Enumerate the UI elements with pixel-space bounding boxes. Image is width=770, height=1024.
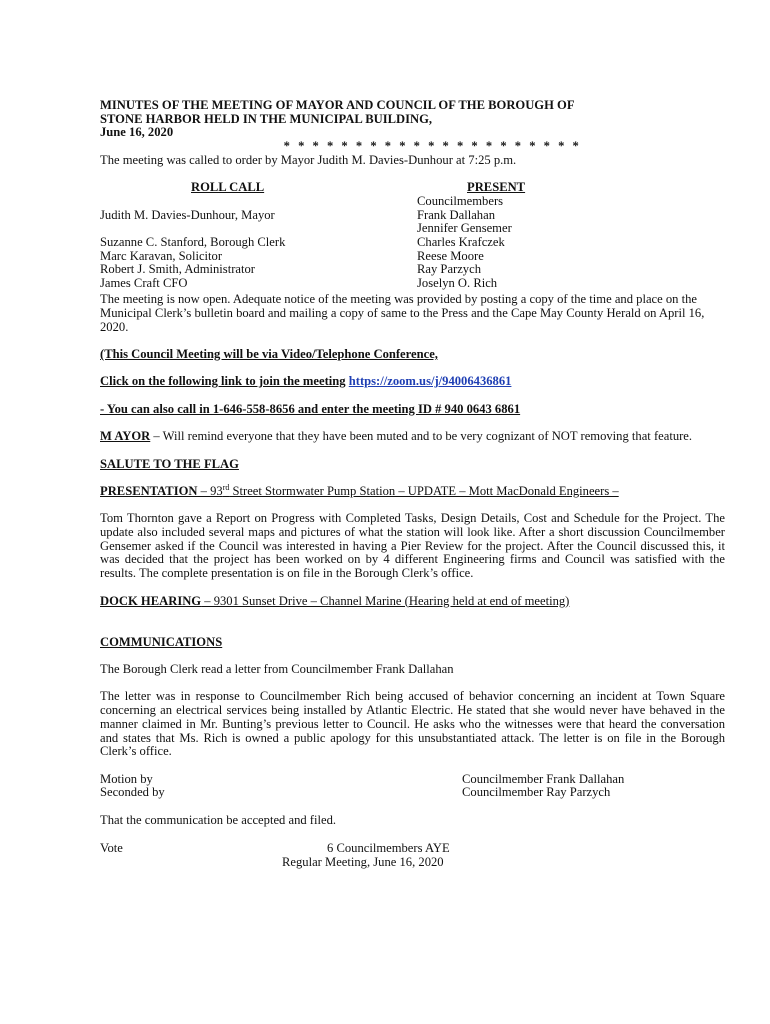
presentation-text: – 93 [197, 483, 223, 498]
title-line-2: STONE HARBOR HELD IN THE MUNICIPAL BUILDING, [100, 111, 433, 126]
salute-heading: SALUTE TO THE FLAG [100, 456, 239, 471]
minutes-page [100, 99, 725, 870]
presentation-heading [100, 482, 725, 499]
motion-by: Councilmember Frank Dallahan [462, 771, 625, 786]
presentation-label: PRESENTATION [100, 483, 198, 498]
zoom-link[interactable]: https://zoom.us/j/94006436861 [348, 374, 512, 389]
mayor-remark [100, 430, 725, 444]
communications-intro: The Borough Clerk read a letter from Councilmember Frank Dallahan [100, 662, 454, 677]
seconded-by: Councilmember Ray Parzych [462, 785, 611, 800]
ordinal-suffix: rd [222, 482, 230, 492]
video-conference-note: (This Council Meeting will be via Video/Telephone Conference, [100, 347, 438, 361]
officials-list [100, 209, 400, 291]
resolution-text: That the communication be accepted and filed. [100, 813, 337, 828]
official-item: Suzanne C. Stanford, Borough Clerk [100, 234, 286, 249]
councilmembers-list [417, 195, 727, 291]
official-item: Judith M. Davies-Dunhour, Mayor [100, 207, 275, 222]
official-item: James Craft CFO [100, 276, 188, 291]
councilmember-item: Jennifer Gensemer [417, 221, 512, 236]
dock-hearing-text: – 9301 Sunset Drive – Channel Marine (Hearing held at end of meeting) [201, 593, 570, 608]
official-item: Robert J. Smith, Administrator [100, 262, 255, 277]
document-title [100, 99, 725, 140]
roll-call-section [100, 181, 725, 293]
mayor-text: – Will remind everyone that they have been muted and to be very cognizant of NOT removing that feature. [150, 429, 693, 444]
roll-call-heading: ROLL CALL [191, 180, 265, 195]
councilmember-item: Joselyn O. Rich [417, 276, 498, 291]
mayor-label: M AYOR [100, 429, 151, 444]
communications-body: The letter was in response to Councilmember Rich being accused of behavior concerning an incident at Town Square concerning an electrical services being installed by Atlantic Electric. He stated that she would never have behaved in the manner claimed in Mr. Bunting’s previous letter to Council. He asks who the witnesses were that heard the conversation and states that Ms. Rich is owned a public apology for this unsubstantiated attack. The letter is on file in the Borough Clerk’s office. [100, 689, 725, 759]
call-to-order: The meeting was called to order by Mayor Judith M. Davies-Dunhour at 7:25 p.m. [100, 152, 517, 167]
official-item: Marc Karavan, Solicitor [100, 248, 223, 263]
star-divider: * * * * * * * * * * * * * * * * * * * * * [283, 139, 582, 154]
councilmember-item: Ray Parzych [417, 262, 481, 277]
councilmember-item: Frank Dallahan [417, 207, 495, 222]
page-footer: Regular Meeting, June 16, 2020 [282, 854, 444, 869]
present-heading: PRESENT [467, 180, 526, 195]
communications-heading: COMMUNICATIONS [100, 634, 223, 649]
presentation-text: Street Stormwater Pump Station – UPDATE – Mott MacDonald Engineers – [229, 483, 619, 498]
councilmember-item: Charles Krafczek [417, 235, 505, 249]
open-notice: The meeting is now open. Adequate notice of the meeting was provided by posting a copy of the time and place on the Municipal Clerk’s bulletin board and mailing a copy of same to the Press and the Cape May County Herald on April 16, 2020. [100, 292, 705, 334]
vote-label: Vote [100, 840, 123, 855]
councilmember-item: Reese Moore [417, 248, 484, 263]
seconded-label: Seconded by [100, 785, 165, 800]
title-line-1: MINUTES OF THE MEETING OF MAYOR AND COUNCIL OF THE BOROUGH OF [100, 98, 575, 112]
dock-hearing-heading [100, 595, 725, 609]
presentation-body: Tom Thornton gave a Report on Progress with Completed Tasks, Design Details, Cost and Schedule for the Project. The update also included several maps and pictures of what the station will look like. After a short discussion Councilmember Gensemer asked if the Council was interested in having a Pier Review for the project. After the Council discussed this, it was decided that the project has been worked on by 4 different Engineering firms and Council was satisfied with the results. The complete presentation is on file in the Borough Clerk’s office. [100, 511, 725, 581]
zoom-line [100, 375, 725, 389]
dock-hearing-label: DOCK HEARING [100, 593, 202, 608]
meeting-date: June 16, 2020 [100, 125, 174, 140]
vote-result: 6 Councilmembers AYE [327, 840, 450, 855]
motion-label: Motion by [100, 771, 153, 786]
councilmembers-label: Councilmembers [417, 193, 504, 208]
vote-block [100, 842, 725, 870]
motion-block [100, 773, 725, 801]
zoom-text: Click on the following link to join the meeting [100, 374, 346, 389]
phone-dial-in: - You can also call in 1-646-558-8656 and enter the meeting ID # 940 0643 6861 [100, 401, 521, 416]
